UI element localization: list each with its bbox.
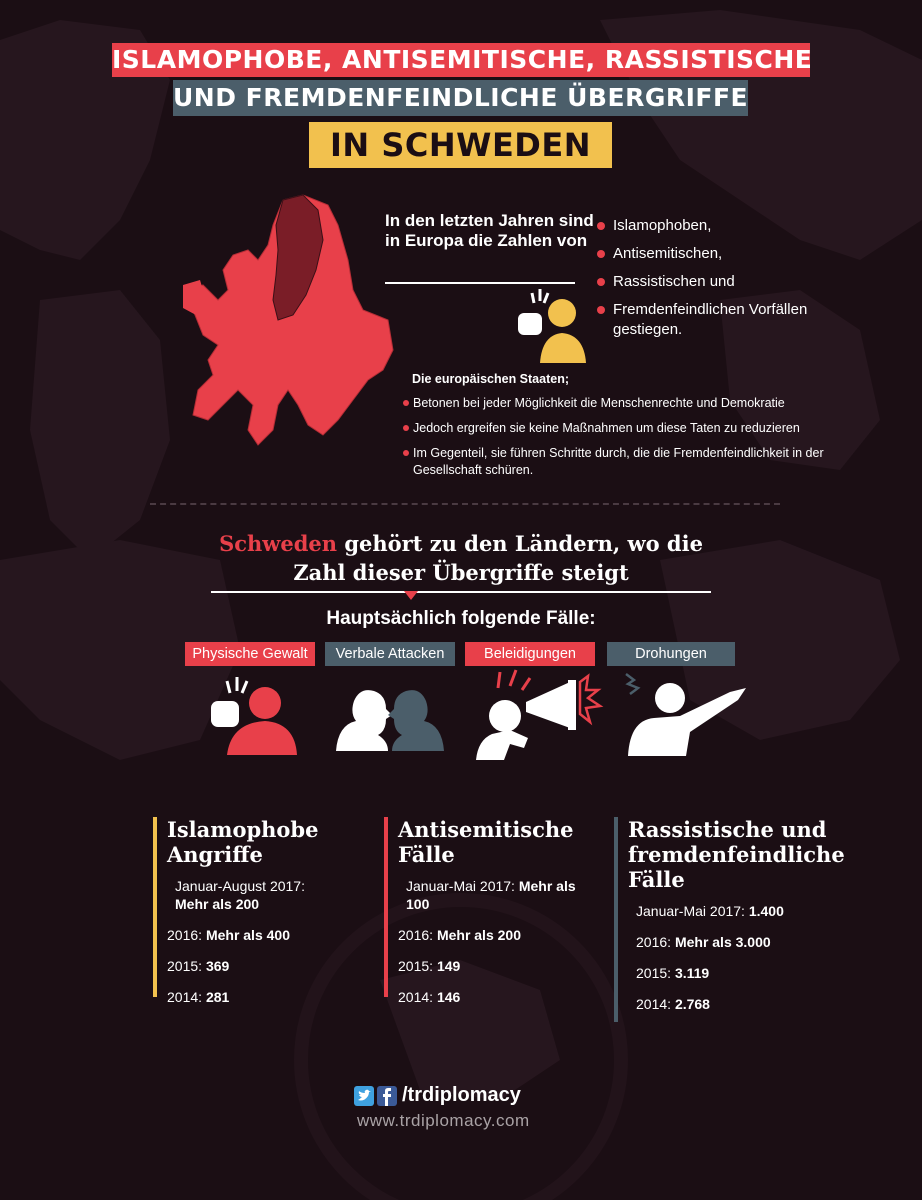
sweden-heading [150,529,772,587]
stat-row: 2016: Mehr als 200 [398,927,521,943]
bullet-icon [403,425,409,431]
twitter-icon[interactable] [354,1086,374,1106]
stat-row: 2014: 281 [167,989,230,1005]
social-handle[interactable]: /trdiplomacy [402,1084,521,1106]
column-accent-bar [153,817,157,997]
stats-column-rassistische [614,817,844,1026]
punch-icon [510,285,590,365]
stat-row: 2016: Mehr als 3.000 [636,934,771,950]
column-accent-bar [614,817,618,1022]
stat-row: 2016: Mehr als 400 [167,927,290,943]
sweden-heading-rest: gehört zu den Ländern, wo die [337,531,703,556]
stat-row: 2015: 149 [398,958,461,974]
stat-row: Januar-Mai 2017: 1.400 [636,903,784,919]
heading-notch [404,591,418,600]
punch-icon [205,675,300,755]
list-item: Fremdenfeindlichen Vorfällen gestiegen. [597,300,827,340]
list-item: Islamophoben, [597,216,827,236]
increase-list [597,216,827,348]
bullet-icon [597,306,605,314]
megaphone-icon [470,668,605,760]
website-link[interactable]: www.trdiplomacy.com [357,1111,530,1130]
europe-map-icon [178,190,398,455]
bullet-icon [403,450,409,456]
bullet-icon [597,278,605,286]
intro-underline [385,282,575,284]
sweden-highlight: Schweden [219,531,338,556]
stats-title: Islamophobe Angriffe [167,817,319,867]
heading-underline [211,591,711,593]
stat-row: Januar-August 2017: Mehr als 200 [175,878,305,912]
list-item: Rassistischen und [597,272,827,292]
bullet-icon [403,400,409,406]
intro-text: In den letzten Jahren sind in Europa die Zahlen von [385,211,594,250]
stats-column-islamophobe [153,817,353,1019]
category-verbale-attacken: Verbale Attacken [325,642,455,666]
stat-row: Januar-Mai 2017: Mehr als 100 [406,878,576,912]
stat-row: 2014: 2.768 [636,996,710,1012]
stat-row: 2014: 146 [398,989,461,1005]
stats-title: Antisemitische Fälle [398,817,574,867]
category-drohungen: Drohungen [607,642,735,666]
cases-heading: Hauptsächlich folgende Fälle: [326,608,596,629]
category-beleidigungen: Beleidigungen [465,642,595,666]
states-list [403,395,853,487]
title-line-2: UND FREMDENFEINDLICHE ÜBERGRIFFE [173,80,748,116]
title-line-1: ISLAMOPHOBE, ANTISEMITISCHE, RASSISTISCHE [112,43,810,77]
bullet-icon [597,250,605,258]
list-item: Im Gegenteil, sie führen Schritte durch, die die Fremdenfeindlichkeit in der Gesellschaft schüren. [403,445,853,479]
bullet-icon [597,222,605,230]
sweden-heading-line2: Zahl dieser Übergriffe steigt [293,560,629,585]
column-accent-bar [384,817,388,997]
list-item: Jedoch ergreifen sie keine Maßnahmen um diese Taten zu reduzieren [403,420,853,437]
list-item: Betonen bei jeder Möglichkeit die Menschenrechte und Demokratie [403,395,853,412]
argument-icon [330,685,450,751]
stats-title: Rassistische und fremdenfeindliche Fälle [628,817,845,892]
section-divider [150,503,780,505]
stat-row: 2015: 369 [167,958,230,974]
stats-column-antisemitische [384,817,584,1019]
states-heading: Die europäischen Staaten; [412,372,569,386]
facebook-icon[interactable] [377,1086,397,1106]
pointing-threat-icon [620,668,750,756]
title-line-3: IN SCHWEDEN [309,122,612,168]
category-physische-gewalt: Physische Gewalt [185,642,315,666]
list-item: Antisemitischen, [597,244,827,264]
stat-row: 2015: 3.119 [636,965,710,981]
